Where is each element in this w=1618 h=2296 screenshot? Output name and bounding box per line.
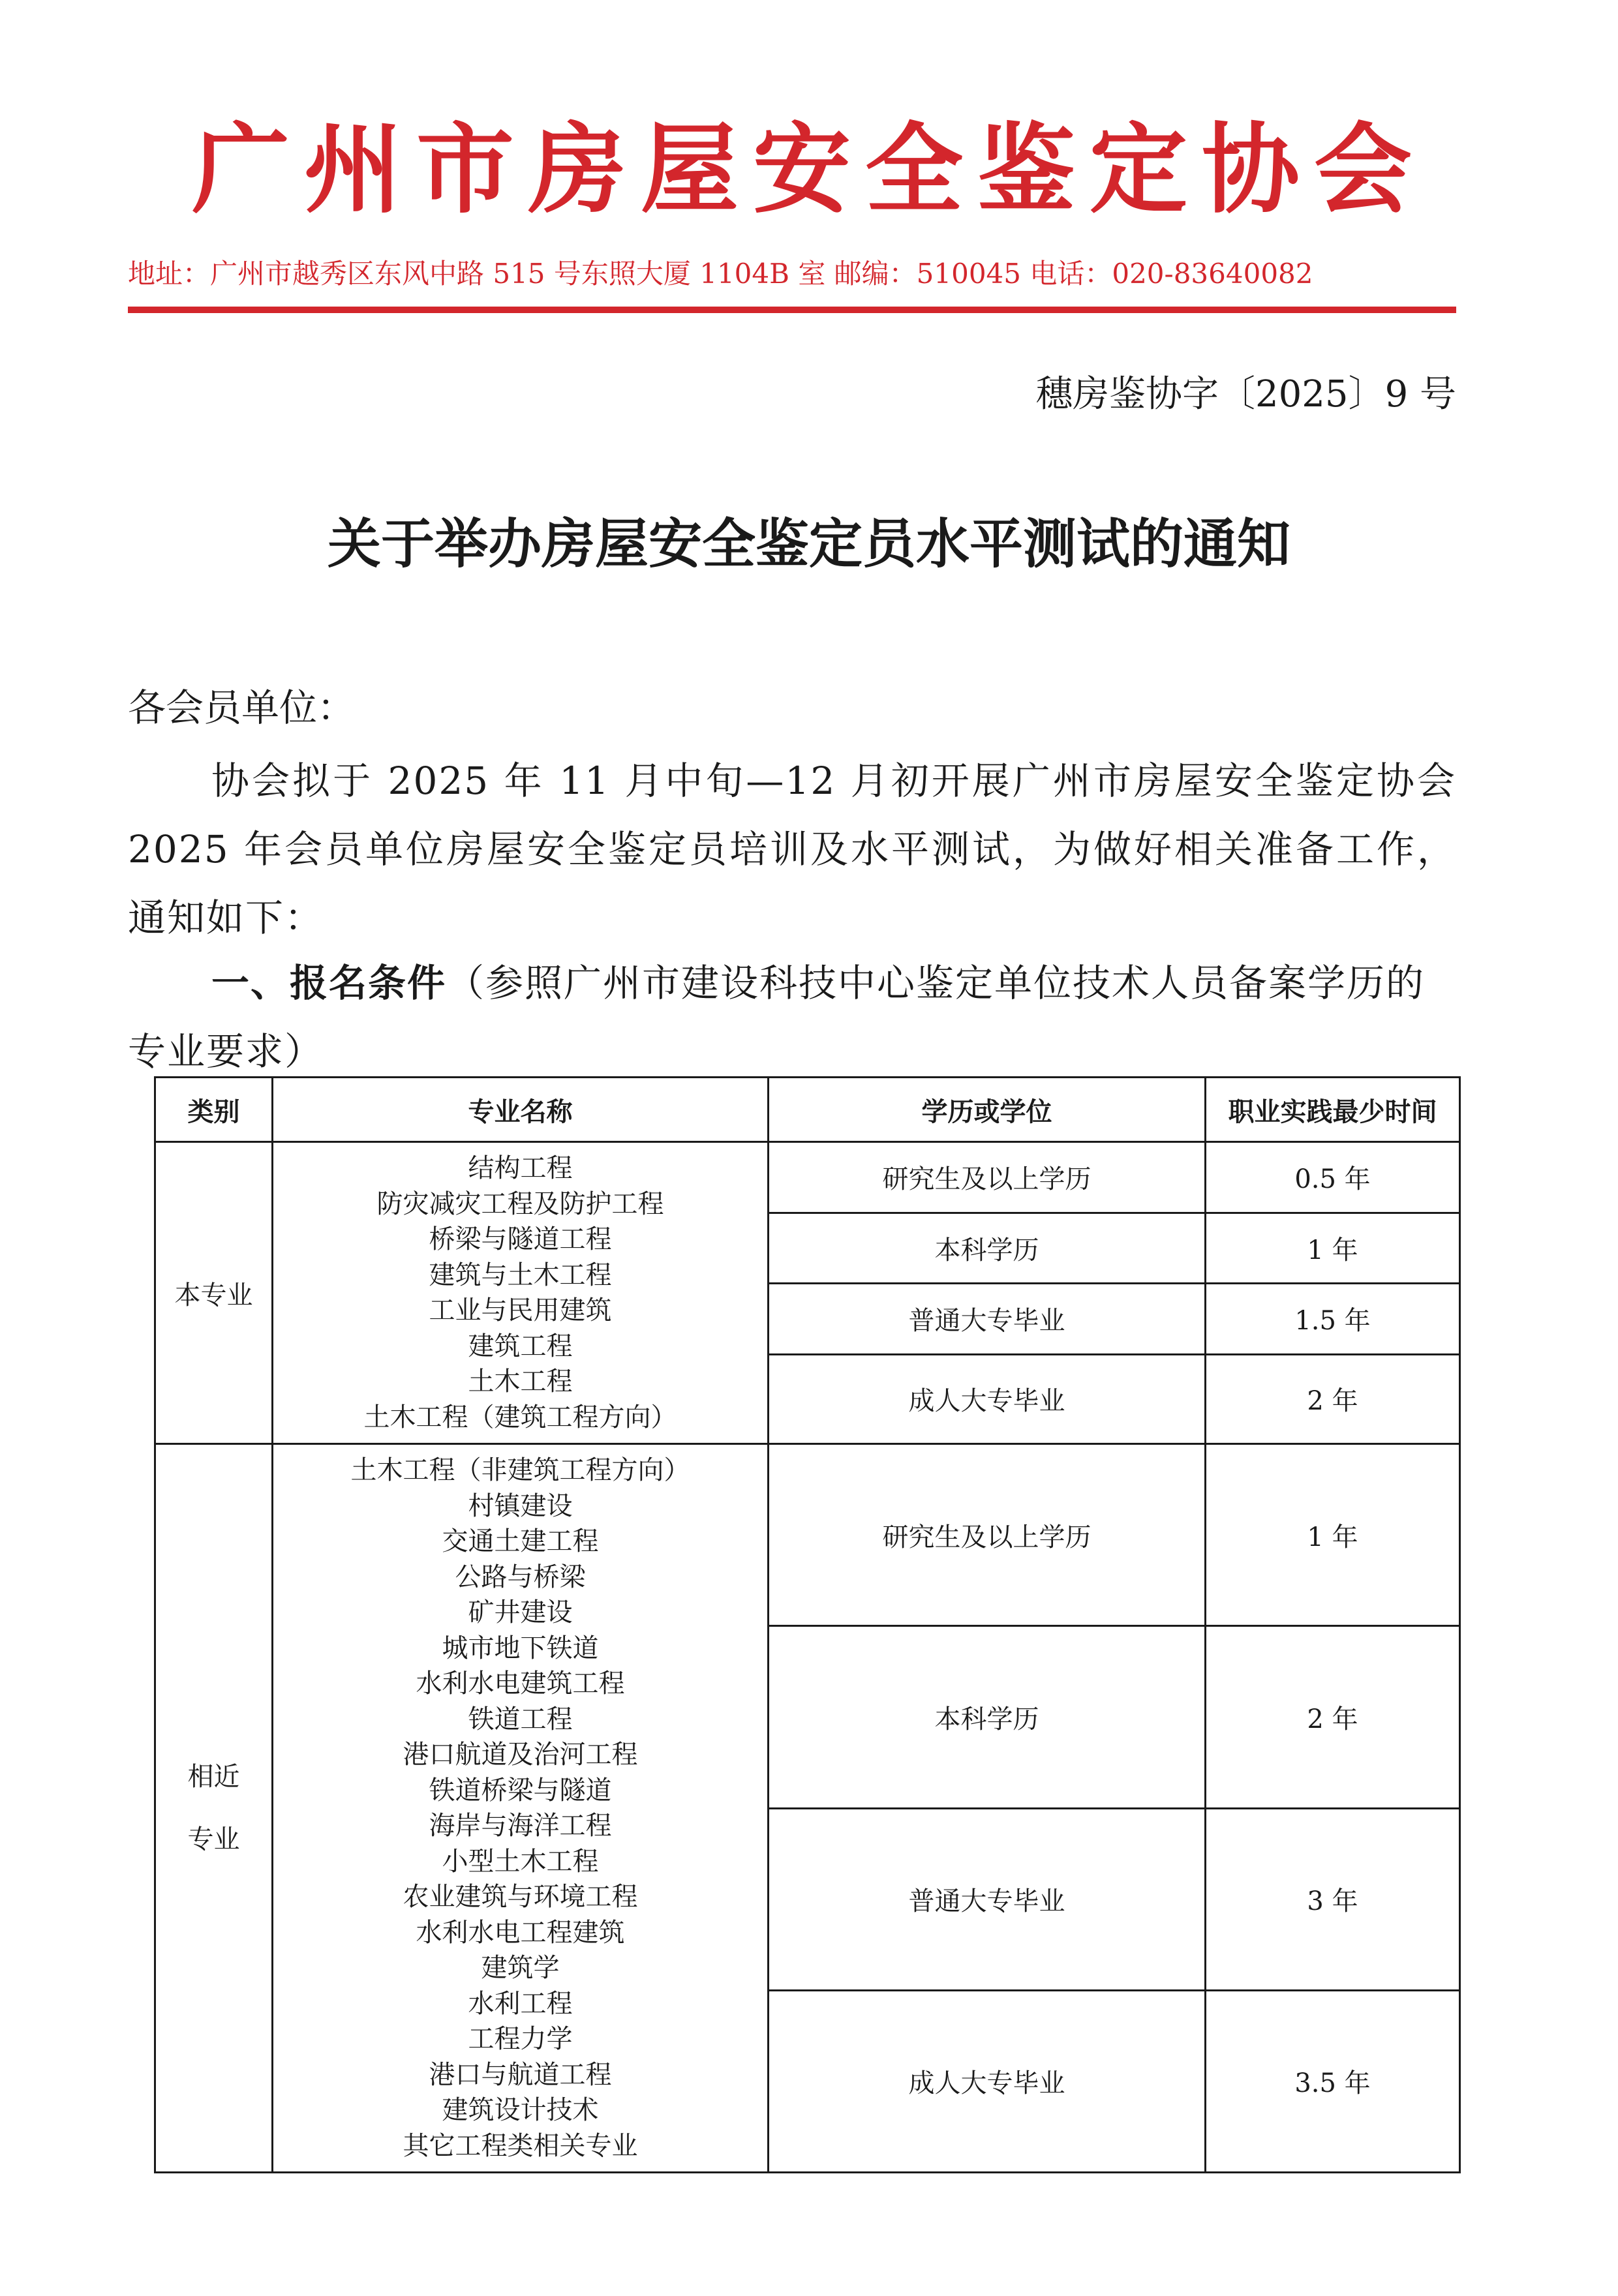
- degree-cell: 成人大专毕业: [769, 1354, 1206, 1443]
- degree-cell: 本科学历: [769, 1213, 1206, 1284]
- header-divider: [128, 307, 1456, 313]
- majors-cell: [273, 1444, 769, 2173]
- header-major: 专业名称: [273, 1078, 769, 1142]
- major-item: 工业与民用建筑: [429, 1295, 612, 1325]
- major-item: 土木工程（非建筑工程方向）: [350, 1455, 690, 1485]
- header-years: 职业实践最少时间: [1206, 1078, 1460, 1142]
- major-item: 其它工程类相关专业: [403, 2130, 638, 2161]
- major-item: 铁道桥梁与隧道: [429, 1775, 612, 1805]
- major-item: 建筑学: [481, 1953, 560, 1983]
- major-item: 工程力学: [468, 2024, 573, 2054]
- section-1: [128, 949, 1456, 1086]
- major-item: 防灾减灾工程及防护工程: [376, 1188, 664, 1219]
- major-item: 建筑与土木工程: [429, 1260, 612, 1290]
- years-cell: 0.5 年: [1206, 1142, 1460, 1213]
- major-item: 矿井建设: [468, 1597, 573, 1627]
- major-item: 交通土建工程: [442, 1526, 599, 1556]
- degree-cell: 普通大专毕业: [769, 1284, 1206, 1355]
- section-1-note: （参照广州市建设科技中心鉴定单位技术人员备案学历的专业要求）: [128, 961, 1426, 1074]
- organization-name: 广州市房屋安全鉴定协会: [191, 112, 1426, 227]
- major-item: 建筑工程: [468, 1331, 573, 1361]
- years-cell: 1 年: [1206, 1444, 1460, 1626]
- intro-paragraph: 协会拟于 2025 年 11 月中旬—12 月初开展广州市房屋安全鉴定协会 2025 年会员单位房屋安全鉴定员培训及水平测试，为做好相关准备工作，通知如下：: [128, 759, 1456, 940]
- degree-cell: 研究生及以上学历: [769, 1444, 1206, 1626]
- years-cell: 1.5 年: [1206, 1284, 1460, 1355]
- header-degree: 学历或学位: [769, 1078, 1206, 1142]
- major-item: 水利工程: [468, 1988, 573, 2019]
- major-item: 铁道工程: [468, 1704, 573, 1734]
- degree-cell: 本科学历: [769, 1626, 1206, 1808]
- major-item: 水利水电建筑工程: [416, 1669, 625, 1699]
- major-item: 公路与桥梁: [455, 1562, 586, 1592]
- section-1-heading: 一、报名条件: [211, 961, 447, 1005]
- requirements-table: [154, 1076, 1461, 2173]
- table-header-row: [155, 1078, 1460, 1142]
- major-item: 土木工程: [468, 1367, 573, 1397]
- category-line: 相近: [187, 1762, 240, 1792]
- major-item: 城市地下铁道: [442, 1633, 599, 1663]
- major-item: 村镇建设: [468, 1490, 573, 1521]
- table-row: [155, 1444, 1460, 1626]
- organization-address: 地址：广州市越秀区东风中路 515 号东照大厦 1104B 室 邮编：510045 电话：020-83640082: [128, 258, 1313, 290]
- category-cell: [155, 1444, 273, 2173]
- document-number: 穗房鉴协字〔2025〕9 号: [1036, 373, 1456, 415]
- years-cell: 1 年: [1206, 1213, 1460, 1284]
- category-line: 专业: [187, 1824, 240, 1854]
- document-title: 关于举办房屋安全鉴定员水平测试的通知: [327, 513, 1290, 575]
- major-item: 小型土木工程: [442, 1846, 599, 1877]
- years-cell: 3.5 年: [1206, 1990, 1460, 2172]
- major-item: 结构工程: [468, 1153, 573, 1183]
- degree-cell: 研究生及以上学历: [769, 1142, 1206, 1213]
- major-item: 桥梁与隧道工程: [429, 1224, 612, 1254]
- years-cell: 2 年: [1206, 1354, 1460, 1443]
- major-item: 海岸与海洋工程: [429, 1811, 612, 1841]
- salutation: 各会员单位：: [128, 686, 356, 730]
- degree-cell: 成人大专毕业: [769, 1990, 1206, 2172]
- years-cell: 3 年: [1206, 1808, 1460, 1990]
- degree-cell: 普通大专毕业: [769, 1808, 1206, 1990]
- major-item: 建筑设计技术: [442, 2095, 599, 2125]
- category-cell: 本专业: [155, 1142, 273, 1444]
- table-row: [155, 1142, 1460, 1213]
- major-item: 农业建筑与环境工程: [403, 1882, 638, 1912]
- major-item: 水利水电工程建筑: [416, 1917, 625, 1948]
- major-item: 港口航道及治河工程: [403, 1740, 638, 1770]
- major-item: 土木工程（建筑工程方向）: [363, 1402, 677, 1432]
- years-cell: 2 年: [1206, 1626, 1460, 1808]
- majors-cell: [273, 1142, 769, 1444]
- major-item: 港口与航道工程: [429, 2059, 612, 2090]
- header-category: 类别: [155, 1078, 273, 1142]
